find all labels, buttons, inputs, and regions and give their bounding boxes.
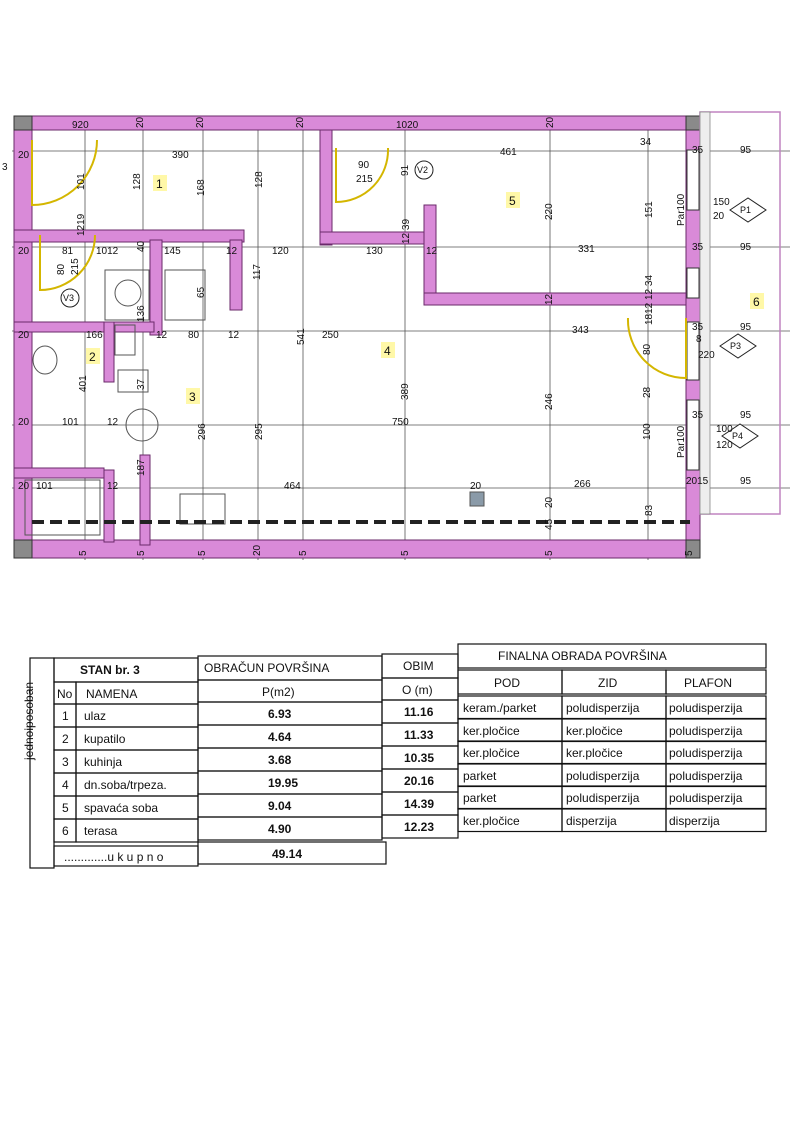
table-cell-pod: ker.pločice [463,723,520,738]
room-number-3: 3 [189,390,196,404]
table-cell-p: 6.93 [268,707,292,721]
dim: 12 [107,417,119,428]
dim: 389 [400,383,411,400]
table-cell-no: 6 [62,824,69,838]
dim: 80 [188,330,200,341]
dim: 187 [136,459,147,476]
table-cell-o: 20.16 [404,774,435,788]
dim: 20 [713,211,725,222]
dim: 34 [640,137,652,148]
dim: 35 [692,322,704,333]
table-cell-pod: parket [463,791,497,805]
table-cell-plafon: poludisperzija [669,746,743,760]
dim: 128 [132,173,143,190]
dim: 150 [713,197,730,208]
dim: 220 [698,350,715,361]
room-number-6: 6 [753,295,760,309]
dim: 80 [642,343,653,355]
dim: 920 [72,120,89,131]
fixtures [25,270,484,535]
dim: 20 [545,116,556,128]
table-cell-pod: keram./parket [463,701,537,715]
dim: 331 [578,244,595,255]
dim: 3 [2,162,8,173]
dim: 28 [642,386,653,398]
door-tag-v2: V2 [417,165,429,175]
dim: 40 [136,240,147,252]
dim: 343 [572,325,589,336]
dim: 12 [156,330,168,341]
dim: 12 39 [401,218,412,244]
dim: 1219 [76,213,87,236]
col-area-header: P(m2) [262,685,295,699]
col-purpose-header: NAMENA [86,687,138,701]
table-cell-o: 14.39 [404,797,435,811]
dim: 45 [544,518,555,530]
dim: 37 [136,378,147,390]
col-no-header: No [57,687,73,701]
col-floor-header: POD [494,676,521,690]
table-cell-p: 4.64 [268,730,292,744]
dim: 101 [76,173,87,190]
dim: 5 [298,550,309,556]
table-cell-plafon: poludisperzija [669,768,743,783]
dim: 95 [740,322,752,333]
dim: 1012 [96,246,119,257]
dim: 215 [356,174,373,185]
dim: 35 [692,145,704,156]
dim: 12 [228,330,240,341]
dim: 166 [86,330,103,341]
dim: 5 [544,550,555,556]
table-cell-pod: parket [463,768,497,783]
dim: 250 [322,330,339,341]
dim: 130 [366,246,383,257]
room-number-4: 4 [384,344,391,358]
dim: 117 [252,264,263,280]
dim: 20 [544,496,555,508]
col-wall-header: ZID [598,676,618,690]
dim: 101 [36,481,53,492]
dim: 20 [470,481,482,492]
dim: 266 [574,479,591,490]
table-cell-zid: poludisperzija [566,791,640,805]
dim: 296 [197,423,208,440]
dim: 95 [740,242,752,253]
table-cell-plafon: poludisperzija [669,791,743,805]
terrace-railing [700,112,710,514]
dim: 215 [70,258,81,275]
dim: 401 [78,375,89,392]
dim: 20 [195,116,206,128]
dim: 541 [296,328,307,345]
dim: 120 [272,246,289,257]
apartment-type-label: jednoiposoban [22,681,36,760]
dim: 5 [197,550,208,556]
dim: 100 [642,423,653,440]
table-cell-namena: ulaz [84,709,107,723]
table-cell-namena: terasa [84,824,118,838]
table-cell-o: 11.16 [404,705,434,719]
table-cell-pod: ker.pločice [463,746,520,760]
dim: 461 [500,147,517,158]
table-cell-zid: ker.pločice [566,723,623,738]
table-cell-o: 11.33 [404,728,434,742]
dim: 95 [740,145,752,156]
dim: 95 [740,476,752,487]
dim: 136 [136,305,147,322]
dim: 128 [254,171,265,188]
dim: 20 [18,246,30,257]
total-label: .............u k u p n o [64,850,164,864]
table-cell-zid: disperzija [566,813,617,828]
table-cell-no: 2 [62,732,69,746]
door-tag-v3: V3 [63,293,75,303]
room-number-5: 5 [509,194,516,208]
perimeter-header: OBIM [403,659,434,673]
dim: 168 [196,179,207,196]
col-perimeter-header: O (m) [402,683,433,697]
table-cell-pod: ker.pločice [463,813,520,828]
dim: 35 [692,410,704,421]
dim: 295 [254,423,265,440]
table-cell-namena: kuhinja [84,755,123,769]
dim: 65 [196,286,207,298]
dim: 83 [644,504,655,516]
dim: 95 [740,410,752,421]
dim: 145 [164,246,181,257]
table-cell-plafon: poludisperzija [669,723,743,738]
dim: 20 [18,330,30,341]
dim: 80 [56,263,67,275]
dim: 90 [358,160,370,171]
dim: 12 [107,481,119,492]
table-cell-namena: kupatilo [84,732,126,746]
dim: 1812 [644,302,655,325]
table-cell-o: 12.23 [404,820,435,834]
dim: 20 [18,417,30,428]
table-cell-p: 19.95 [268,776,299,790]
dim: Par100 [676,425,687,458]
table-cell-p: 9.04 [268,799,292,813]
table-cell-plafon: poludisperzija [669,701,743,715]
table-cell-p: 4.90 [268,822,292,836]
table-cell-plafon: disperzija [669,813,720,828]
terrace [700,112,780,514]
window-tag-p1: P1 [740,205,752,215]
grid-lines [12,118,790,560]
table-cell-namena: spavaća soba [84,801,159,815]
finishes-header: FINALNA OBRADA POVRŠINA [498,649,667,663]
room-number-2: 2 [89,350,96,364]
area-calc-header: OBRAČUN POVRŠINA [204,661,330,675]
table-cell-zid: ker.pločice [566,746,623,760]
dim: 5 [684,550,695,556]
dim: 20 [18,481,30,492]
window-tag-p4: P4 [732,431,744,441]
dim: 20 [295,116,306,128]
dim: 12 34 [644,274,655,300]
table-cell-namena: dn.soba/trpeza. [84,778,167,792]
dim: 120 [716,440,733,451]
dim: 8 [696,334,702,345]
table-cell-zid: poludisperzija [566,768,640,783]
dim: 20 [135,116,146,128]
table-cell-no: 1 [62,709,69,723]
table-cell-o: 10.35 [404,751,435,765]
dim: 5 [136,550,147,556]
dim: 20 [252,544,263,556]
dim: 2015 [686,476,709,487]
window-tag-p3: P3 [730,341,742,351]
table-cell-zid: poludisperzija [566,701,640,715]
dim: 12 [226,246,238,257]
dim: 220 [544,203,555,220]
dim: 100 [716,424,733,435]
dim: 81 [62,246,74,257]
dim: 464 [284,481,301,492]
dim: 246 [544,393,555,410]
dim: 151 [644,201,655,218]
total-area: 49.14 [272,847,303,861]
dim: 91 [400,164,411,176]
room-number-1: 1 [156,177,163,191]
col-ceiling-header: PLAFON [684,676,733,690]
table-cell-p: 3.68 [268,753,292,767]
dim: 101 [62,417,79,428]
dim: Par100 [676,193,687,226]
dim: 390 [172,150,189,161]
dim: 35 [692,242,704,253]
table-cell-no: 3 [62,755,69,769]
dim: 750 [392,417,409,428]
table-cell-no: 4 [62,778,69,792]
dim: 5 [78,550,89,556]
table-cell-no: 5 [62,801,69,815]
dim: 20 [18,150,30,161]
dim: 12 [544,293,555,305]
dim: 12 [426,246,438,257]
dim: 5 [400,550,411,556]
dim: 1020 [396,120,419,131]
apartment-number: STAN br. 3 [80,663,140,677]
